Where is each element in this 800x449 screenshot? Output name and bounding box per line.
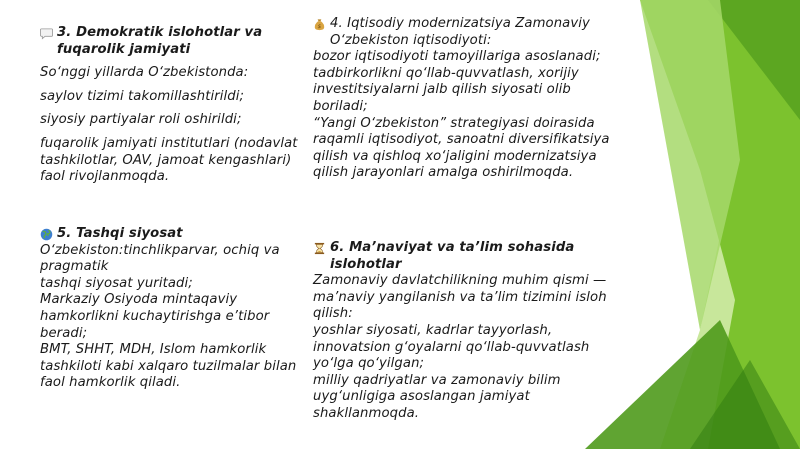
- section-6-line: Zamonaviy davlatchilikning muhim qismi — ma’naviy yangilanish va ta’lim tizimini isloh qilish:: [313, 273, 607, 322]
- globe-icon: [40, 228, 53, 241]
- section-6-title: 6. Ma’naviyat va ta’lim sohasida islohotlar: [330, 240, 575, 272]
- section-4-heading: [313, 16, 618, 49]
- section-3-line: fuqarolik jamiyati institutlari (nodavlat tashkilotlar, OAV, jamoat kengashlari) faol rivojlanmoqda.: [40, 135, 298, 185]
- section-foreign-policy: [40, 226, 302, 392]
- section-3-title: 3. Demokratik islohotlar va fuqarolik jamiyati: [57, 25, 263, 57]
- section-4-title: 4. Iqtisodiy modernizatsiya Zamonaviy O‘zbekiston iqtisodiyoti:: [330, 16, 590, 48]
- section-economic-modernization: [313, 16, 618, 182]
- svg-text:$: $: [317, 24, 322, 31]
- section-5-line: Markaziy Osiyoda mintaqaviy hamkorlikni kuchaytirishga e’tibor beradi;: [40, 292, 270, 341]
- section-6-heading: [313, 240, 618, 273]
- section-5-heading: [40, 226, 302, 243]
- section-5-line: O‘zbekiston:tinchlikparvar, ochiq va pragmatik: [40, 242, 280, 275]
- section-3-line: saylov tizimi takomillashtirildi;: [40, 88, 245, 104]
- speech-bubble-icon: [40, 27, 53, 40]
- section-spirituality-education: [313, 240, 618, 423]
- section-3-heading: [40, 25, 302, 58]
- section-4-line: “Yangi O‘zbekiston” strategiyasi doirasida raqamli iqtisodiyot, sanoatni diversifikatsiya qilish va qishloq xo‘jaligini modernizatsiya qilish jarayonlari amalga oshirilmoqda.: [313, 115, 610, 181]
- hourglass-icon: [313, 242, 326, 255]
- section-4-line: bozor iqtisodiyoti tamoyillariga asoslanadi;: [313, 49, 601, 65]
- section-5-line: BMT, SHHT, MDH, Islom hamkorlik tashkiloti kabi xalqaro tuzilmalar bilan faol hamkorlik qiladi.: [40, 342, 297, 391]
- section-6-line: milliy qadriyatlar va zamonaviy bilim uyg‘unligiga asoslangan jamiyat shakllanmoqda.: [313, 372, 561, 421]
- section-6-line: yoshlar siyosati, kadrlar tayyorlash, innovatsion g‘oyalarni qo‘llab-quvvatlash yo‘lga qo‘yilgan;: [313, 322, 590, 372]
- section-3-line: So‘nggi yillarda O‘zbekistonda:: [40, 65, 249, 81]
- section-democratic-reforms: [40, 25, 302, 186]
- section-5-line: tashqi siyosat yuritadi;: [40, 275, 193, 291]
- money-bag-icon: [313, 18, 326, 31]
- section-4-line: tadbirkorlikni qo‘llab-quvvatlash, xorijiy investitsiyalarni jalb qilish siyosati olib boriladi;: [313, 65, 579, 114]
- section-5-title: 5. Tashqi siyosat: [57, 226, 183, 241]
- section-3-line: siyosiy partiyalar roli oshirildi;: [40, 112, 242, 128]
